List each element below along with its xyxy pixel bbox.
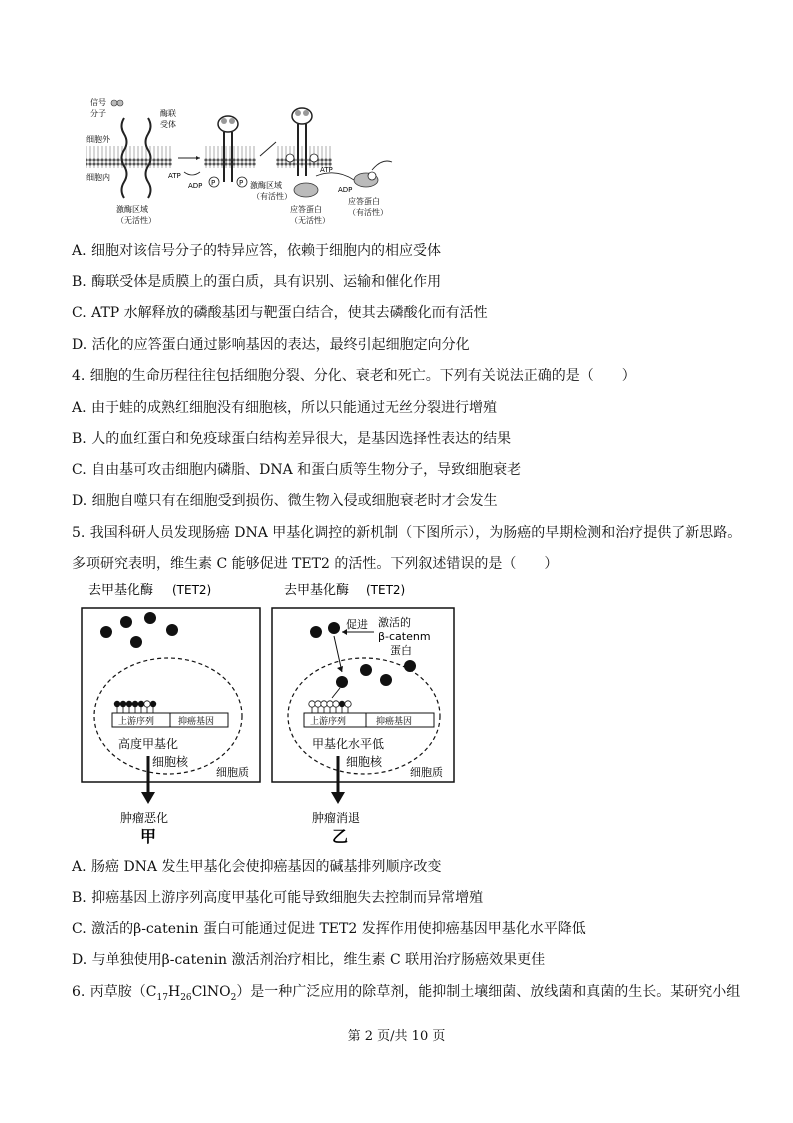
q3-option-d: D. 活化的应答蛋白通过影响基因的表达，最终引起细胞定向分化 [72, 337, 470, 353]
response-active-label-2: （有活性） [348, 208, 388, 217]
q4-option-b: B. 人的血红蛋白和免疫球蛋白结构差异很大，是基因选择性表达的结果 [72, 431, 512, 447]
suppressor-gene-yi: 抑癌基因 [376, 717, 413, 727]
q3-option-a: A. 细胞对该信号分子的特异应答，依赖于细胞内的相应受体 [72, 243, 442, 259]
kinase-active-label: 激酶区域 [250, 181, 282, 190]
tet2-dot [144, 612, 156, 624]
kinase-inactive-label-2: （无活性） [116, 216, 156, 225]
q4-option-c: C. 自由基可攻击细胞内磷脂、DNA 和蛋白质等生物分子，导致细胞衰老 [72, 462, 522, 478]
methyl-groups-yi [309, 701, 351, 713]
catenin-dot [336, 676, 348, 688]
tet2-dot [120, 616, 132, 628]
q5-option-a: A. 肠癌 DNA 发生甲基化会使抑癌基因的碱基排列顺序改变 [72, 859, 442, 875]
svg-text:P: P [211, 179, 216, 187]
high-methylation-label: 高度甲基化 [118, 737, 179, 751]
q3-option-c: C. ATP 水解释放的磷酸基团与靶蛋白结合，使其去磷酸化而有活性 [72, 305, 488, 321]
nucleus-label-yi: 细胞核 [346, 755, 383, 769]
methyl-groups-jia [114, 701, 156, 713]
low-methylation-label: 甲基化水平低 [312, 737, 385, 751]
catenin-dot [380, 674, 392, 686]
q5-option-b: B. 抑癌基因上游序列高度甲基化可能导致细胞失去控制而异常增殖 [72, 890, 484, 906]
q5-stem-line2: 多项研究表明，维生素 C 能够促进 TET2 的活性。下列叙述错误的是（ ） [72, 556, 559, 572]
catenin-dot [360, 664, 372, 676]
enzyme-abbr-jia: (TET2) [172, 583, 212, 597]
atp-label-1: ATP [168, 172, 181, 180]
tumor-worse-label: 肿瘤恶化 [120, 811, 169, 825]
methylation-diagram [76, 578, 466, 846]
panel-label-yi: 乙 [332, 827, 349, 846]
suppressor-gene-jia: 抑癌基因 [178, 717, 215, 727]
adp-label-1: ADP [188, 182, 203, 190]
q4-option-d: D. 细胞自噬只有在细胞受到损伤、微生物入侵或细胞衰老时才会发生 [72, 493, 498, 509]
activated-label-1: 激活的 [378, 616, 411, 629]
tumor-regress-label: 肿瘤消退 [312, 811, 361, 825]
atp-label-2: ATP [320, 166, 333, 174]
cytoplasm-label-jia: 细胞质 [216, 766, 249, 779]
response-protein-inactive [294, 183, 318, 197]
enzyme-abbr-yi: (TET2) [366, 583, 406, 597]
signal-molecule-icon [111, 100, 117, 106]
enzyme-title-jia: 去甲基化酶 [88, 583, 154, 598]
signal-label: 信号 [90, 98, 106, 107]
response-active-label: 应答蛋白 [348, 197, 380, 206]
membrane-2 [204, 146, 256, 168]
page-footer: 第 2 页/共 10 页 [347, 1029, 446, 1044]
svg-text:P: P [239, 179, 244, 187]
receptor-label-2: 受体 [160, 120, 176, 129]
tet2-dot [130, 636, 142, 648]
panel-label-jia: 甲 [140, 827, 157, 846]
receptor-diagram [80, 96, 400, 231]
activated-label-2: β-catenm [378, 630, 431, 643]
inside-label: 细胞内 [86, 173, 110, 182]
q6-stem: 6. 丙草胺$(C_{17}H_{26}ClNO_2)$是一种广泛应用的除草剂，能抑制土壤细菌、放线菌和真菌的生长。某研究小组 [72, 984, 741, 1003]
signal-molecule-icon-2 [117, 100, 123, 106]
q5-option-c: C. 激活的β-catenin 蛋白可能通过促进 TET2 发挥作用使抑癌基因甲基化水平降低 [72, 921, 586, 937]
tet2-dot [328, 622, 340, 634]
receptor-label: 酶联 [160, 109, 176, 118]
activated-label-3: 蛋白 [390, 644, 412, 657]
upstream-seq-yi: 上游序列 [310, 717, 347, 727]
tet2-dot [166, 624, 178, 636]
catenin-dot [404, 660, 416, 672]
tet2-dot [310, 626, 322, 638]
q5-option-d: D. 与单独使用β-catenin 激活剂治疗相比，维生素 C 联用治疗肠癌效果更佳 [72, 952, 546, 968]
q4-option-a: A. 由于蛙的成熟红细胞没有细胞核，所以只能通过无丝分裂进行增殖 [72, 400, 498, 416]
q4-stem: 4. 细胞的生命历程往往包括细胞分裂、分化、衰老和死亡。下列有关说法正确的是（ ） [72, 368, 636, 384]
nucleus-label-jia: 细胞核 [152, 755, 189, 769]
membrane-3 [276, 146, 332, 168]
outside-label: 细胞外 [86, 135, 110, 144]
response-inactive-label: 应答蛋白 [290, 205, 322, 214]
q5-stem-line1: 5. 我国科研人员发现肠癌 DNA 甲基化调控的新机制（下图所示），为肠癌的早期检测和治疗提供了新思路。 [72, 525, 742, 541]
q3-option-b: B. 酶联受体是质膜上的蛋白质，具有识别、运输和催化作用 [72, 274, 442, 290]
response-inactive-label-2: （无活性） [290, 216, 330, 225]
kinase-active-label-2: （有活性） [252, 192, 292, 201]
kinase-inactive-label: 激酶区域 [116, 205, 148, 214]
cytoplasm-label-yi: 细胞质 [410, 766, 443, 779]
membrane-1 [86, 146, 172, 168]
adp-label-2: ADP [338, 186, 353, 194]
enzyme-title-yi: 去甲基化酶 [284, 583, 350, 598]
upstream-seq-jia: 上游序列 [118, 717, 155, 727]
signal-label-2: 分子 [90, 109, 106, 118]
reaction-arrow-2 [260, 142, 276, 156]
tet2-dot [100, 626, 112, 638]
promote-label: 促进 [346, 618, 368, 631]
